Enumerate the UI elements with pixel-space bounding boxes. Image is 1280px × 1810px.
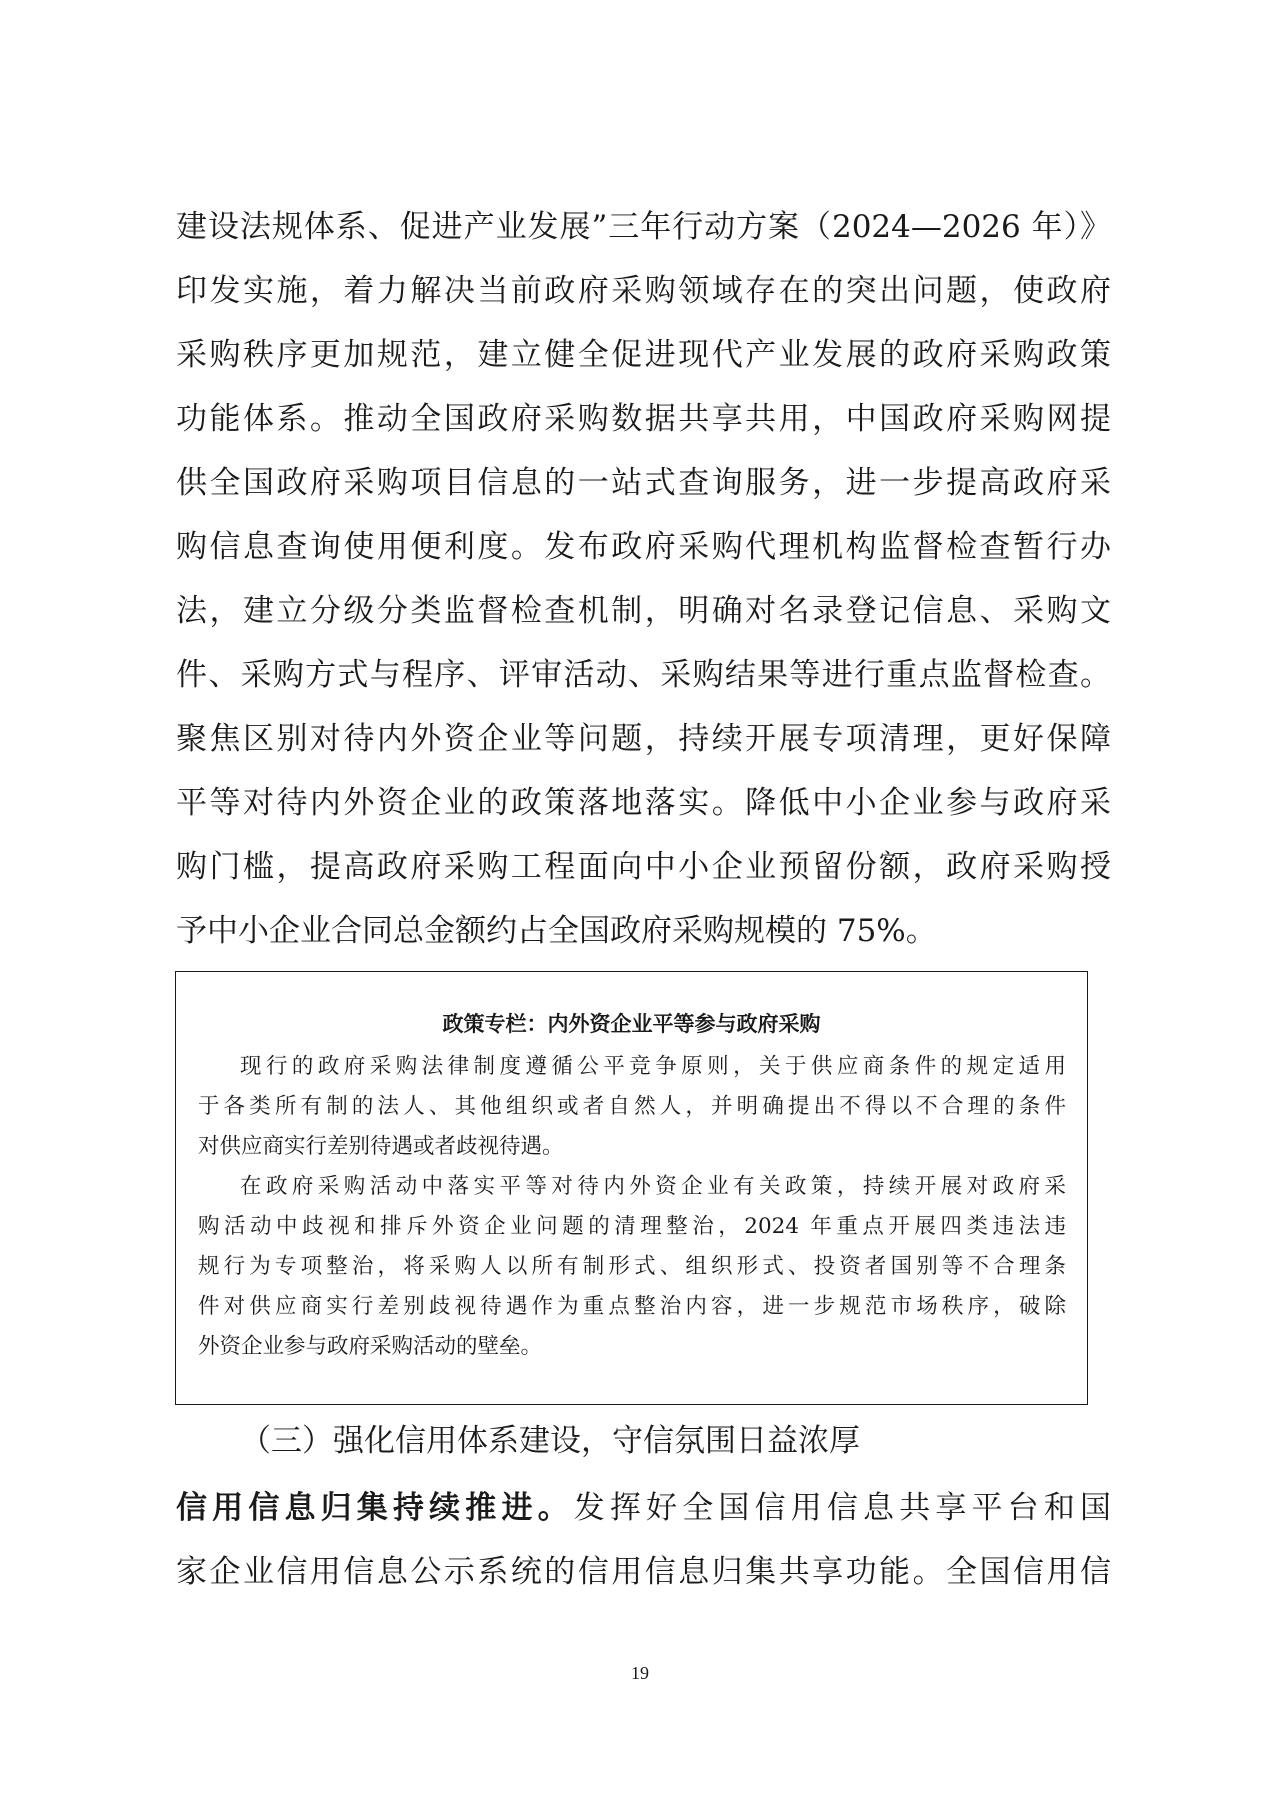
policy-box-line: 对供应商实行差别待遇或者歧视待遇。 [198, 1134, 564, 1159]
paragraph-line: 购信息查询使用便利度。发布政府采购代理机构监督检查暂行办 [176, 529, 1111, 565]
paragraph-line: 购门槛，提高政府采购工程面向中小企业预留份额，政府采购授 [176, 849, 1111, 885]
paragraph-line: 法，建立分级分类监督检查机制，明确对名录登记信息、采购文 [176, 593, 1111, 629]
paragraph-line: 供全国政府采购项目信息的一站式查询服务，进一步提高政府采 [176, 465, 1111, 501]
paragraph-line: 聚焦区别对待内外资企业等问题，持续开展专项清理，更好保障 [176, 721, 1111, 757]
paragraph-line: 件、采购方式与程序、评审活动、采购结果等进行重点监督检查。 [176, 657, 1111, 693]
policy-box-line: 规行为专项整治，将采购人以所有制形式、组织形式、投资者国别等不合理条 [198, 1254, 1066, 1279]
paragraph-line [176, 1489, 1111, 1527]
policy-box-line: 购活动中歧视和排斥外资企业问题的清理整治，2024 年重点开展四类违法违 [198, 1214, 1066, 1239]
paragraph-line: 功能体系。推动全国政府采购数据共享共用，中国政府采购网提 [176, 401, 1111, 437]
policy-box-line: 外资企业参与政府采购活动的壁垒。 [198, 1334, 543, 1359]
policy-column-box [175, 971, 1088, 1405]
policy-box-title: 政策专栏：内外资企业平等参与政府采购 [442, 1012, 821, 1036]
paragraph-line: 采购秩序更加规范，建立健全促进现代产业发展的政府采购政策 [176, 337, 1111, 373]
policy-box-line: 于各类所有制的法人、其他组织或者自然人，并明确提出不得以不合理的条件 [198, 1094, 1066, 1119]
policy-box-line: 现行的政府采购法律制度遵循公平竞争原则，关于供应商条件的规定适用 [240, 1054, 1066, 1079]
paragraph-text: 发挥好全国信用信息共享平台和国 [573, 1490, 1112, 1526]
policy-box-line: 件对供应商实行差别歧视待遇作为重点整治内容，进一步规范市场秩序，破除 [198, 1294, 1066, 1319]
bold-lead-text: 信用信息归集持续推进。 [176, 1490, 574, 1526]
paragraph-line: 予中小企业合同总金额约占全国政府采购规模的 75%。 [176, 913, 937, 949]
paragraph-line: 印发实施，着力解决当前政府采购领域存在的突出问题，使政府 [176, 273, 1111, 309]
paragraph-line: 建设法规体系、促进产业发展”三年行动方案（2024—2026 年）》 [176, 209, 1111, 245]
policy-box-line: 在政府采购活动中落实平等对待内外资企业有关政策，持续开展对政府采 [240, 1174, 1066, 1199]
paragraph-line: 家企业信用信息公示系统的信用信息归集共享功能。全国信用信 [176, 1554, 1111, 1590]
paragraph-line: 平等对待内外资企业的政策落地落实。降低中小企业参与政府采 [176, 785, 1111, 821]
page-number: 19 [631, 1663, 649, 1683]
section-heading: （三）强化信用体系建设，守信氛围日益浓厚 [240, 1423, 860, 1459]
